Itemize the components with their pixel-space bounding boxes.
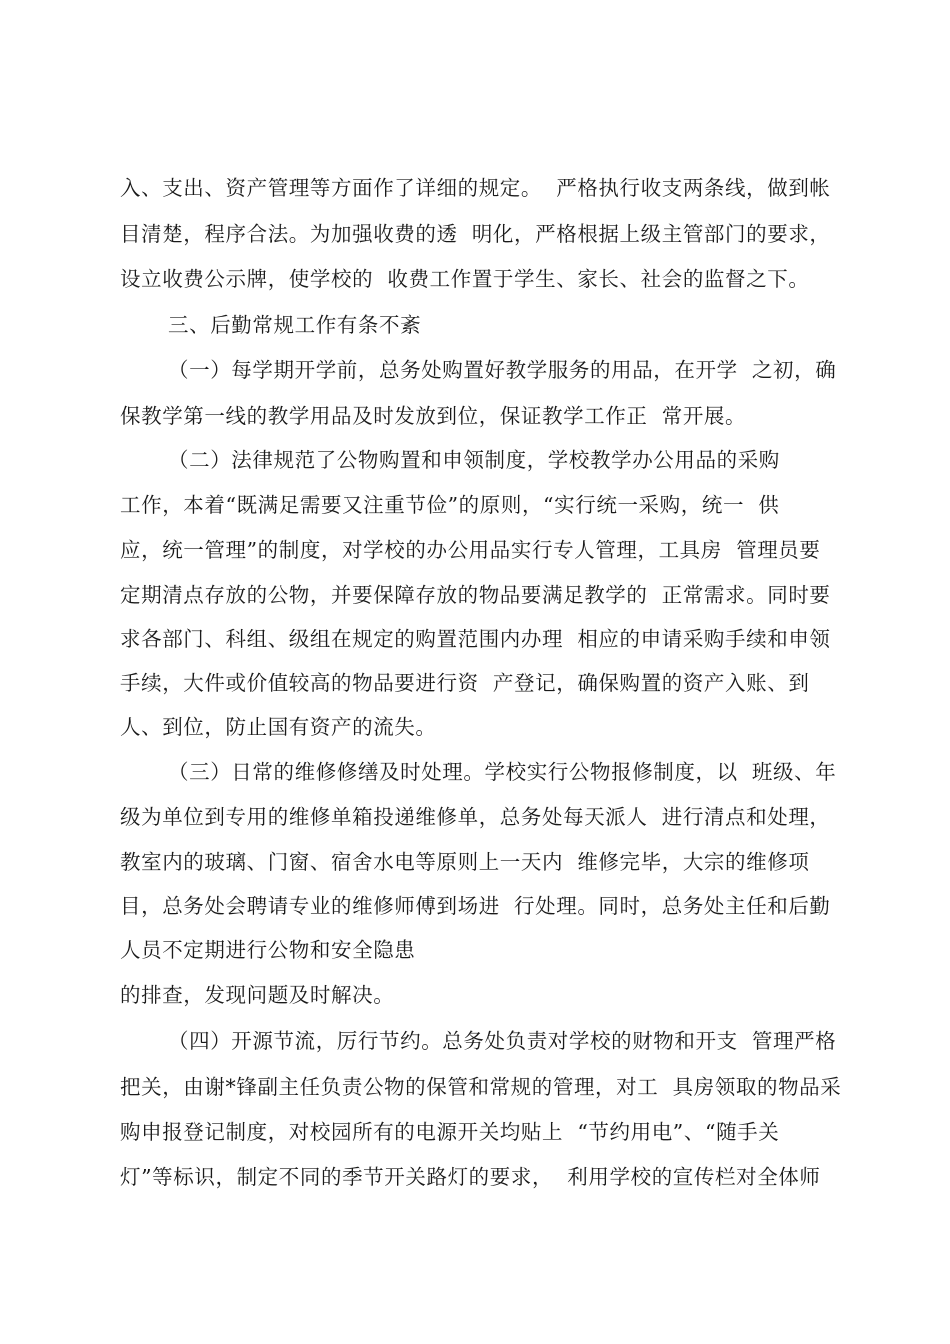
text-line: 应，统一管理”的制度，对学校的办公用品实行专人管理，工具房 管理员要	[120, 538, 821, 562]
text-line: 求各部门、科组、级组在规定的购置范围内办理 相应的申请采购手续和申领	[120, 627, 831, 651]
text-line: 设立收费公示牌，使学校的 收费工作置于学生、家长、社会的监督之下。	[120, 267, 810, 291]
text-line: 人、到位，防止国有资产的流失。	[120, 715, 437, 739]
text-line: 工作，本着“既满足需要又注重节俭”的原则，“实行统一采购，统一 供	[120, 493, 780, 517]
text-line: 目清楚，程序合法。为加强收费的透 明化，严格根据上级主管部门的要求，	[120, 222, 831, 246]
text-line: 教室内的玻璃、门窗、宿舍水电等原则上一天内 维修完毕，大宗的维修项	[120, 850, 810, 874]
text-line: 的排查，发现问题及时解决。	[120, 983, 395, 1007]
text-line: 保教学第一线的教学用品及时发放到位，保证教学工作正 常开展。	[120, 404, 747, 428]
text-line: （二）法律规范了公物购置和申领制度，学校教学办公用品的采购	[168, 448, 780, 472]
text-line: 人员不定期进行公物和安全隐患	[120, 938, 416, 962]
text-line: 手续，大件或价值较高的物品要进行资 产登记，确保购置的资产入账、到	[120, 671, 810, 695]
text-line: 级为单位到专用的维修单箱投递维修单，总务处每天派人 进行清点和处理，	[120, 805, 831, 829]
text-line: 目，总务处会聘请专业的维修师傅到场进 行处理。同时，总务处主任和后勤	[120, 894, 831, 918]
section-heading: 三、后勤常规工作有条不紊	[168, 313, 422, 337]
text-line: 购申报登记制度，对校园所有的电源开关均贴上 “节约用电”、“随手关	[120, 1120, 780, 1144]
text-line: 定期清点存放的公物，并要保障存放的物品要满足教学的 正常需求。同时要	[120, 583, 831, 607]
text-line: （三）日常的维修修缮及时处理。学校实行公物报修制度，以 班级、年	[168, 760, 837, 784]
text-line: 把关，由谢*锋副主任负责公物的保管和常规的管理，对工 具房领取的物品采	[120, 1075, 842, 1099]
text-line: 灯”等标识，制定不同的季节开关路灯的要求， 利用学校的宣传栏对全体师	[120, 1165, 821, 1189]
text-line: （一）每学期开学前，总务处购置好教学服务的用品，在开学 之初，确	[168, 358, 837, 382]
text-line: 入、支出、资产管理等方面作了详细的规定。 严格执行收支两条线，做到帐	[120, 176, 831, 200]
text-line: （四）开源节流，厉行节约。总务处负责对学校的财物和开支 管理严格	[168, 1029, 837, 1053]
